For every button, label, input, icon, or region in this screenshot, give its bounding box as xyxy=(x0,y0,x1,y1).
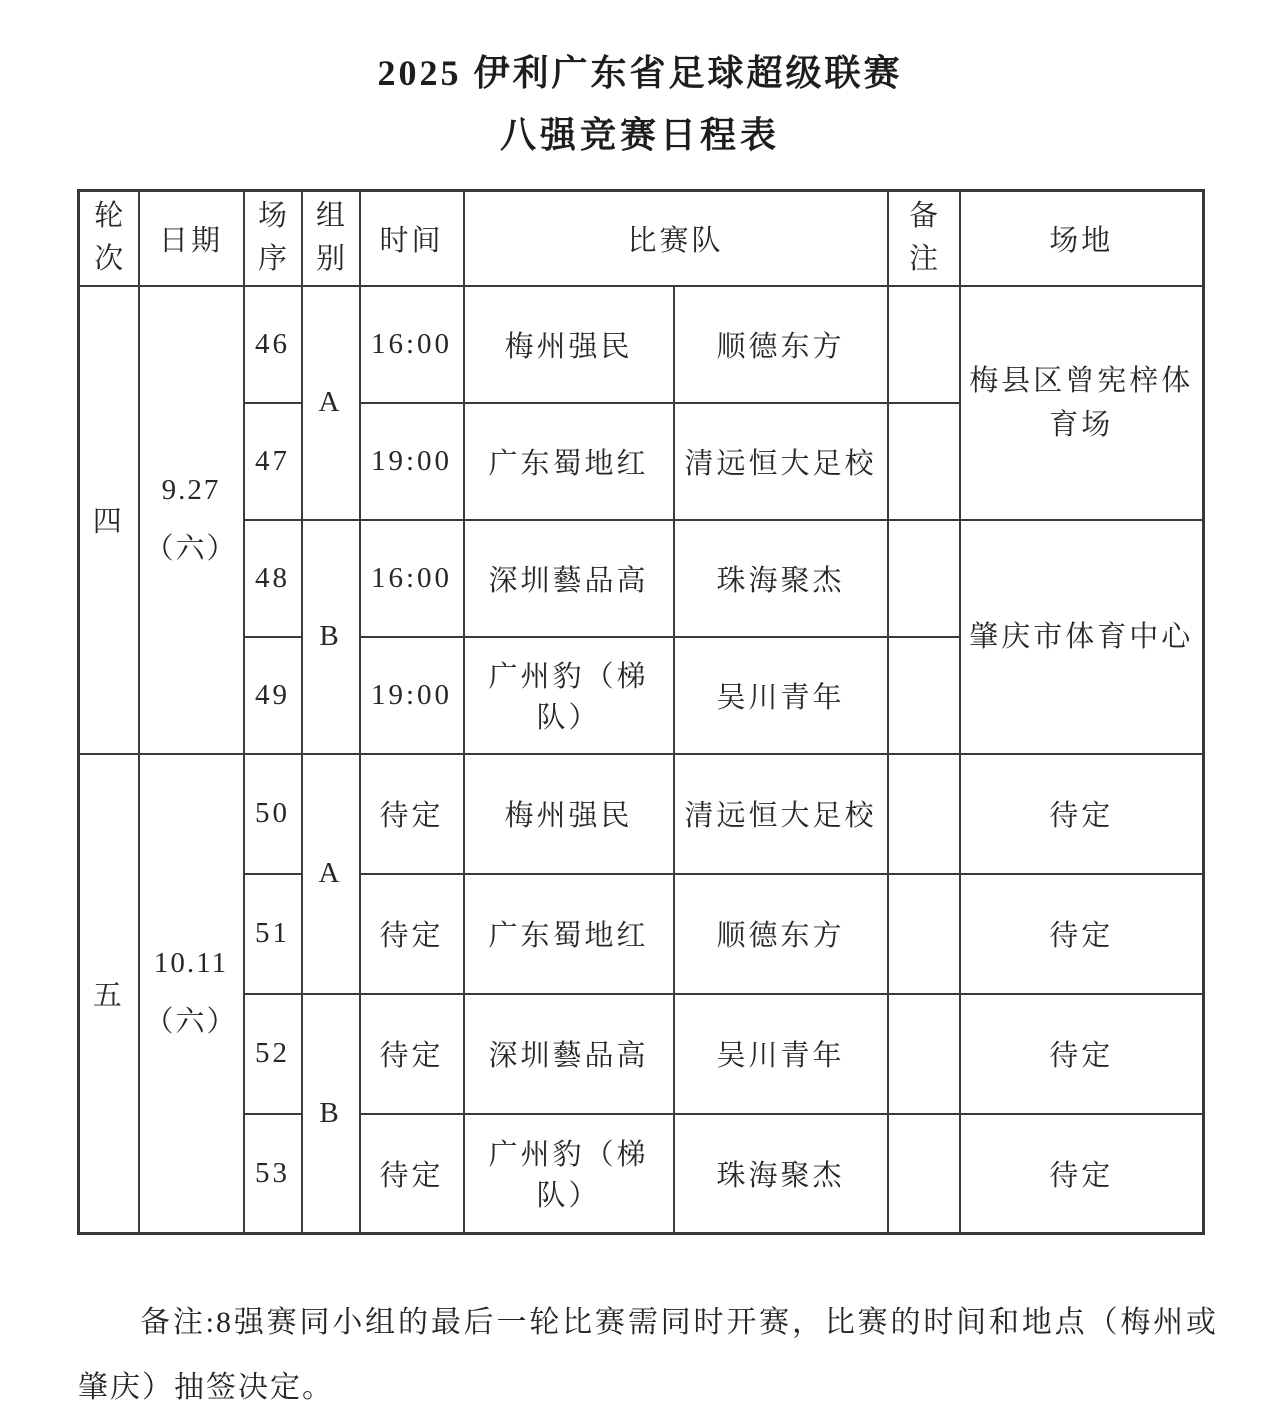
venue-text: 梅县区曾宪梓体育场 xyxy=(969,364,1194,441)
note-cell xyxy=(888,754,960,874)
time-cell: 待定 xyxy=(360,754,464,874)
away-team-cell: 吴川青年 xyxy=(674,637,888,754)
table-row-match-51 xyxy=(79,874,1204,994)
header-date: 日期 xyxy=(139,191,244,286)
home-team-cell: 广州豹（梯队） xyxy=(464,1114,674,1234)
round-cell-5: 五 xyxy=(79,754,139,1234)
away-team-cell: 吴川青年 xyxy=(674,994,888,1114)
venue-cell xyxy=(960,286,1204,520)
group-cell-a: A xyxy=(302,286,360,520)
match-no-cell: 46 xyxy=(244,286,302,403)
round-cell-4: 四 xyxy=(79,286,139,754)
group-cell-a: A xyxy=(302,754,360,994)
header-row xyxy=(79,191,1204,286)
match-no-cell: 50 xyxy=(244,754,302,874)
header-match-no-label: 场序 xyxy=(257,199,287,276)
header-teams: 比赛队 xyxy=(464,191,888,286)
date-cell-1011 xyxy=(139,754,244,1234)
header-round xyxy=(79,191,139,286)
time-cell: 19:00 xyxy=(360,637,464,754)
time-cell: 待定 xyxy=(360,874,464,994)
time-cell: 16:00 xyxy=(360,520,464,637)
header-venue: 场地 xyxy=(960,191,1204,286)
match-no-cell: 52 xyxy=(244,994,302,1114)
note-cell xyxy=(888,994,960,1114)
page-title xyxy=(0,0,1280,154)
home-team-cell: 广州豹（梯队） xyxy=(464,637,674,754)
home-team-cell: 梅州强民 xyxy=(464,286,674,403)
home-team-cell: 梅州强民 xyxy=(464,754,674,874)
venue-cell xyxy=(960,520,1204,754)
group-cell-b: B xyxy=(302,520,360,754)
header-time: 时间 xyxy=(360,191,464,286)
match-no-cell: 53 xyxy=(244,1114,302,1234)
time-cell: 待定 xyxy=(360,1114,464,1234)
home-team-cell: 广东蜀地红 xyxy=(464,403,674,520)
match-no-cell: 49 xyxy=(244,637,302,754)
footnote: 备注:8强赛同小组的最后一轮比赛需同时开赛，比赛的时间和地点（梅州或肇庆）抽签决定。 xyxy=(78,1306,1218,1404)
venue-cell: 待定 xyxy=(960,994,1204,1114)
venue-cell: 待定 xyxy=(960,1114,1204,1234)
group-cell-b: B xyxy=(302,994,360,1234)
away-team-cell: 顺德东方 xyxy=(674,286,888,403)
match-no-cell: 51 xyxy=(244,874,302,994)
home-team-cell: 深圳藝品高 xyxy=(464,994,674,1114)
away-team-cell: 珠海聚杰 xyxy=(674,520,888,637)
header-note-label: 备注 xyxy=(909,199,939,276)
date-value: 9.27 xyxy=(161,473,221,506)
header-match-no xyxy=(244,191,302,286)
date-weekday: （六） xyxy=(144,1006,238,1039)
note-cell xyxy=(888,520,960,637)
table-row-match-50 xyxy=(79,754,1204,874)
header-note xyxy=(888,191,960,286)
header-round-label: 轮次 xyxy=(94,199,124,276)
table-row-match-53 xyxy=(79,1114,1204,1234)
table-row-match-52 xyxy=(79,994,1204,1114)
match-no-cell: 48 xyxy=(244,520,302,637)
match-no-cell: 47 xyxy=(244,403,302,520)
title-line-1: 2025 伊利广东省足球超级联赛 xyxy=(377,53,903,93)
away-team-cell: 珠海聚杰 xyxy=(674,1114,888,1234)
time-cell: 16:00 xyxy=(360,286,464,403)
home-team-cell: 深圳藝品高 xyxy=(464,520,674,637)
venue-cell: 待定 xyxy=(960,874,1204,994)
date-weekday: （六） xyxy=(144,532,238,565)
note-cell xyxy=(888,874,960,994)
home-team-cell: 广东蜀地红 xyxy=(464,874,674,994)
venue-text: 肇庆市体育中心 xyxy=(969,620,1194,653)
away-team-cell: 清远恒大足校 xyxy=(674,403,888,520)
time-cell: 19:00 xyxy=(360,403,464,520)
table-row-match-46 xyxy=(79,286,1204,403)
note-cell xyxy=(888,1114,960,1234)
schedule-table xyxy=(77,189,1205,1235)
title-line-2: 八强竞赛日程表 xyxy=(499,115,780,155)
note-cell xyxy=(888,403,960,520)
header-group xyxy=(302,191,360,286)
date-value: 10.11 xyxy=(153,947,229,980)
away-team-cell: 顺德东方 xyxy=(674,874,888,994)
away-team-cell: 清远恒大足校 xyxy=(674,754,888,874)
note-cell xyxy=(888,637,960,754)
date-cell-927 xyxy=(139,286,244,754)
venue-cell: 待定 xyxy=(960,754,1204,874)
note-cell xyxy=(888,286,960,403)
time-cell: 待定 xyxy=(360,994,464,1114)
table-row-match-48 xyxy=(79,520,1204,637)
header-group-label: 组别 xyxy=(315,199,345,276)
